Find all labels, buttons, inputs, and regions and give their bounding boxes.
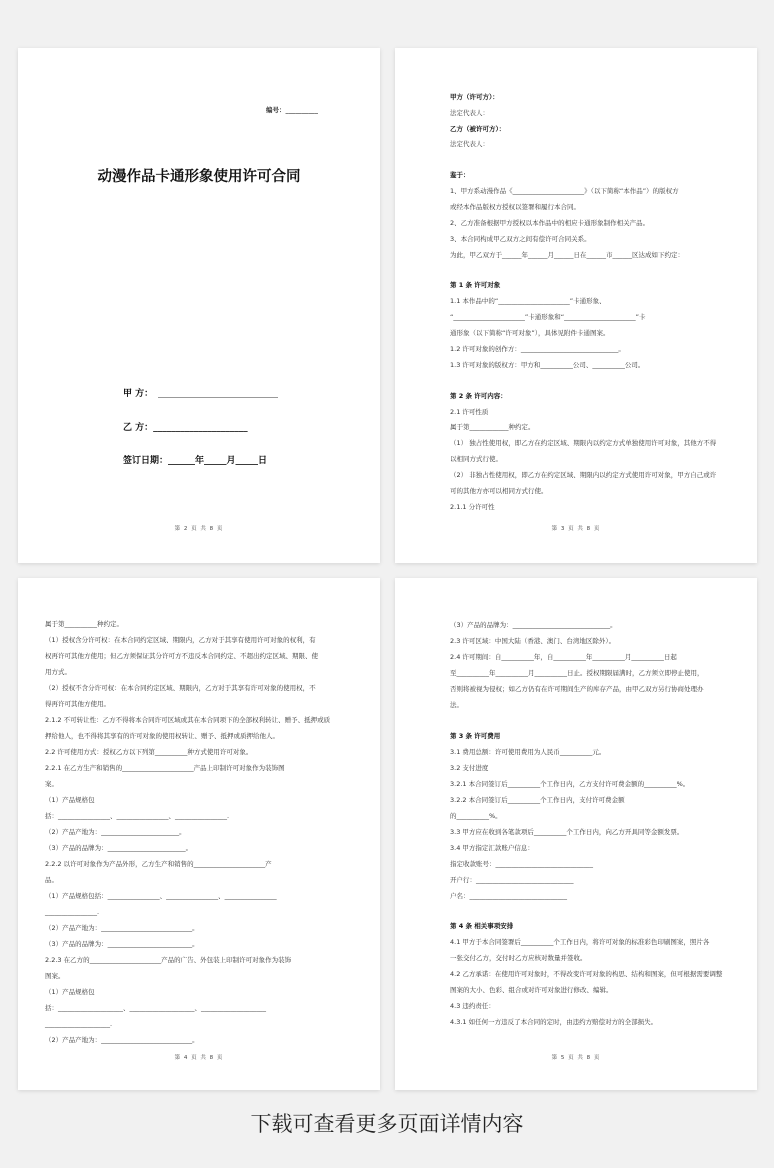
text-line: 押给他人，也不得将其享有的许可对象的使用权转让、赠予、抵押或质押给他人。 [45,732,279,740]
document-page-2 [18,48,380,563]
text-line: 1.1 本作品中的“______________________”卡通形象、 [450,297,606,305]
text-line: （2） 非独占性使用权，即乙方在约定区域、期限内以约定方式使用许可对象，甲方自己或许 [450,471,717,479]
text-line: 以相同方式行使。 [450,455,502,463]
section-heading: 第 1 条 许可对象 [450,281,501,289]
text-line: 通形象（以下简称“许可对象”），具体见附件卡通图案。 [450,329,610,337]
text-line: 图案的大小、色彩、组合或对许可对象进行修改、编辑。 [450,986,613,994]
text-line: 案。 [45,780,58,788]
text-line: 2.1 许可性质 [450,408,489,416]
text-line: 4.2 乙方承诺：在使用许可对象时，不得改变许可对象的构思、结构和图案，但可根据需要调整 [450,970,723,978]
page-footer: 第 5 页 共 8 页 [551,1055,601,1061]
text-line: 4.3.1 如任何一方违反了本合同的定时，由违约方赔偿对方的全部损失。 [450,1018,658,1026]
document-page-3 [395,48,757,563]
section-heading: 第 3 条 许可费用 [450,732,501,740]
text-line: 2.1.1 分许可性 [450,503,495,511]
text-line: 1.2 许可对象的创作方：______________________________。 [450,345,625,353]
document-page-5 [395,578,757,1090]
text-line: （3）产品的品牌为：__________________________。 [45,940,199,948]
text-line: 4.1 甲方于本合同签署后__________个工作日内，将许可对象的标准彩色印刷图案，照片各 [450,938,710,946]
text-line: 2.4 许可期间：自__________年，自__________年__________月__________日起 [450,653,677,661]
text-line: 3.1 费用总额：许可使用费用为人民币__________元。 [450,748,606,756]
text-line: 2.3 许可区域：中国大陆（香港、澳门、台湾地区除外）。 [450,637,616,645]
text-line: （1） 独占性使用权，即乙方在约定区域、期限内以约定方式单独使用许可对象，其他方不得 [450,439,717,447]
text-line: 开户行：______________________________ [450,876,574,884]
text-line: 或经本作品版权方授权以签署和履行本合同。 [450,203,580,211]
text-line: （3）产品的品牌为：______________________________。 [450,621,617,629]
text-line: 为此，甲乙双方于______年______月______日在______市______区达成如下约定： [450,251,684,259]
text-line: 2.2.3 在乙方的______________________产品的广告、外包装上印制许可对象作为装饰 [45,956,292,964]
page-footer: 第 2 页 共 8 页 [174,526,224,532]
text-line: 3、本合同构成甲乙双方之间有偿许可合同关系。 [450,235,591,243]
text-line: （2）产品产地为：________________________。 [45,828,186,836]
text-line: 2.2.2 以许可对象作为产品外形，乙方生产和销售的______________________产 [45,860,272,868]
text-line: 指定收款账号：______________________________ [450,860,593,868]
text-line: 得再许可其他方使用。 [45,700,110,708]
text-line: 属于第____________种约定。 [450,423,535,431]
section-heading: 乙方（被许可方）： [450,125,506,133]
text-line: ________________. [45,908,100,916]
download-caption[interactable]: 下载可查看更多页面详情内容 [250,1112,524,1136]
text-line: 品。 [45,876,58,884]
text-line: 户名：______________________________ [450,892,567,900]
section-heading: 甲方（许可方）： [450,93,499,101]
sign-date: 签订日期：______年_____月_____日 [123,456,268,466]
text-line: （2）产品产地为：____________________________。 [45,924,199,932]
section-heading: 第 2 条 许可内容： [450,392,507,400]
text-line: 属于第__________种约定。 [45,620,123,628]
text-line: 2.2 许可使用方式：授权乙方以下列第__________种方式使用许可对象。 [45,748,253,756]
page-footer: 第 3 页 共 8 页 [551,526,601,532]
contract-title: 动漫作品卡通形象使用许可合同 [97,169,301,185]
text-line: 3.3 甲方应在收到各笔款项后__________个工作日内，向乙方开具同等金额发票。 [450,828,684,836]
text-line: “______________________”卡通形象和“______________________”卡 [450,313,646,321]
text-line: （1）产品规格包 [45,796,95,804]
text-line: 图案。 [45,972,65,980]
document-page-4 [18,578,380,1090]
text-line: 3.2 支付进度 [450,764,489,772]
text-line: 2.1.2 不可转让性：乙方不得将本合同许可区域或其在本合同项下的全部权利转让、赠予、抵押或质 [45,716,331,724]
text-line: 至__________年__________月__________日止。授权期限届满时，乙方须立即停止使用， [450,669,704,677]
text-line: 法定代表人： [450,109,489,117]
text-line: 法。 [450,701,463,709]
text-line: 3.2.1 本合同签订后__________个工作日内，乙方支付许可费金额的__________%。 [450,780,690,788]
text-line: 权再许可其他方使用；但乙方须保证其分许可方不违反本合同约定、不超出约定区域、期限、使 [45,652,318,660]
text-line: 的__________%。 [450,812,502,820]
text-line: 否则将被视为侵权；如乙方仍有在许可期间生产的库存产品，由甲乙双方另行协商处理办 [450,685,704,693]
section-heading: 鉴于： [450,171,470,179]
page-footer: 第 4 页 共 8 页 [174,1055,224,1061]
text-line: 1、甲方系动漫作品《______________________》（以下简称“本作品”）的版权方 [450,187,679,195]
text-line: （1）授权含分许可权：在本合同约定区域、期限内，乙方对于其享有使用许可对象的权利，有 [45,636,316,644]
contract-number: 编号：__________ [266,106,318,114]
party-a-label: 甲 方： [123,386,278,399]
text-line: （3）产品的品牌为：________________________。 [45,844,193,852]
text-line: 3.2.2 本合同签订后__________个工作日内，支付许可费金额 [450,796,625,804]
text-line: 2、乙方准备根据甲方授权以本作品中的相应卡通形象制作相关产品。 [450,219,650,227]
text-line: 2.2.1 在乙方生产和销售的______________________产品上印制许可对象作为装饰图 [45,764,285,772]
text-line: 4.3 违约责任： [450,1002,495,1010]
text-line: 可的其他方亦可以相同方式行使。 [450,487,548,495]
text-line: （1）产品规格包 [45,988,95,996]
text-line: （2）授权不含分许可权：在本合同约定区域、期限内，乙方对于其享有许可对象的使用权，不 [45,684,316,692]
text-line: （2）产品产地为：____________________________。 [45,1036,199,1044]
text-line: 法定代表人： [450,140,489,148]
section-heading: 第 4 条 相关事项安排 [450,922,514,930]
text-line: 括：____________________、____________________、____________________ [45,1004,266,1012]
text-line: 括：________________、________________、________________. [45,812,230,820]
text-line: 3.4 甲方指定汇款账户信息： [450,844,534,852]
text-line: ____________________. [45,1020,113,1028]
text-line: （1）产品规格包括：________________、________________、________________ [45,892,277,900]
party-b-label: 乙 方：_____________________ [123,423,248,433]
text-line: 一张交付乙方，交付时乙方应核对数量并签收。 [450,954,587,962]
text-line: 1.3 许可对象的版权方：甲方和__________公司、__________公司。 [450,361,645,369]
text-line: 用方式。 [45,668,71,676]
